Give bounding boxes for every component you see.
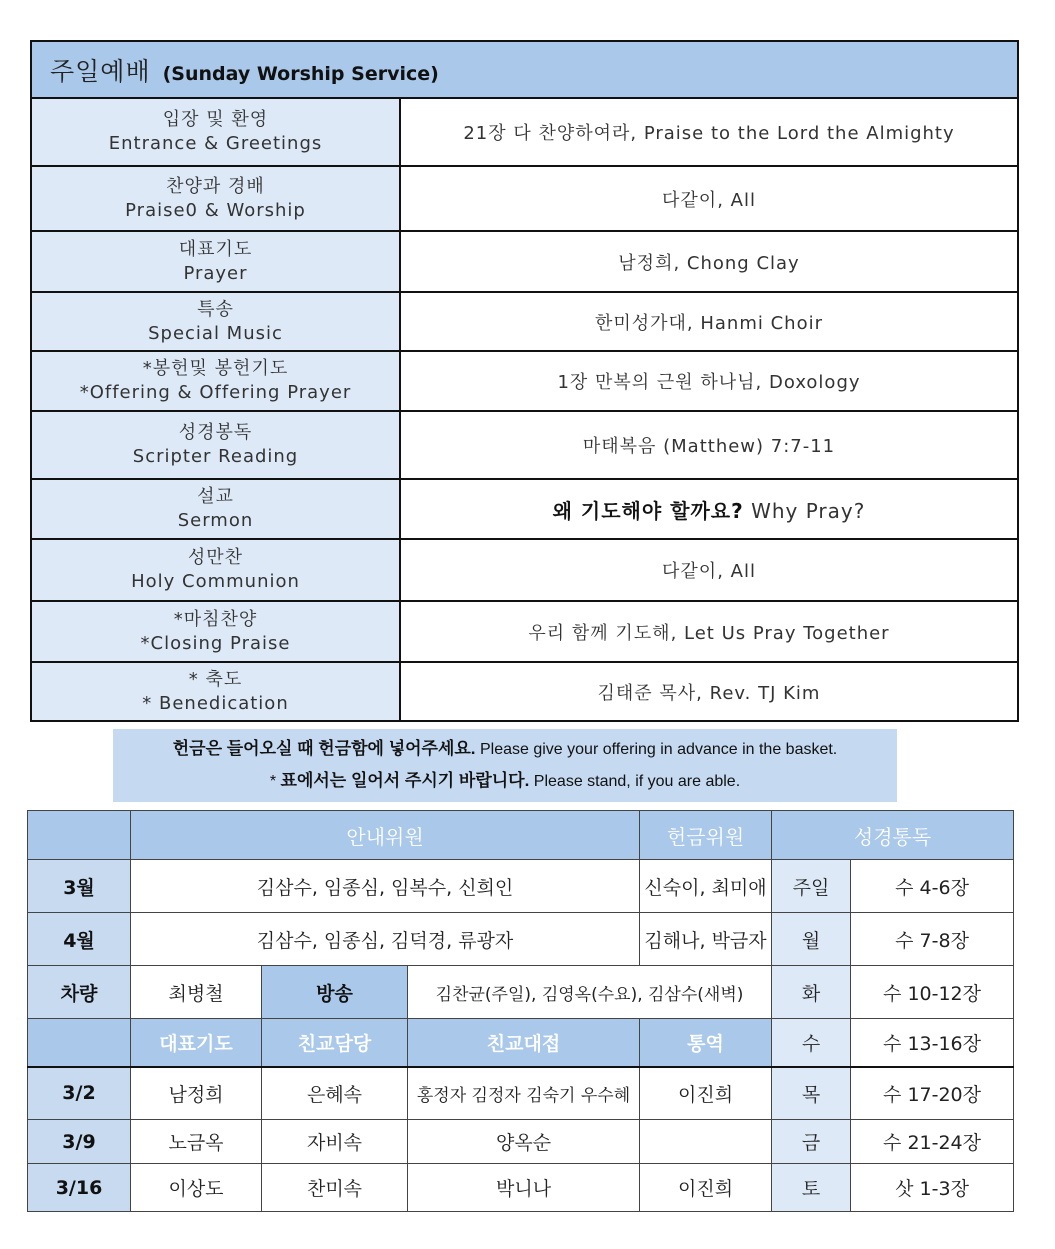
week-prayer: 이상도: [131, 1164, 262, 1212]
subheader-hosting: 친교대접: [408, 1019, 640, 1067]
broadcast-label: 방송: [262, 966, 408, 1019]
week-prayer: 노금옥: [131, 1120, 262, 1164]
reading-chapters: 수 7-8장: [851, 913, 1014, 966]
month-label: 4월: [28, 913, 131, 966]
vehicle-label: 차량: [28, 966, 131, 1019]
vehicle-name: 최병철: [131, 966, 262, 1019]
title-korean: 주일예배: [50, 56, 151, 86]
subheader-interpretation: 통역: [640, 1019, 772, 1067]
order-value-offering: 1장 만복의 근원 하나님, Doxology: [400, 351, 1018, 411]
order-label-closing: *마침찬양 *Closing Praise: [31, 601, 400, 662]
week-date: 3/9: [28, 1120, 131, 1164]
subheader-blank: [28, 1019, 131, 1067]
reading-chapters: 수 4-6장: [851, 860, 1014, 913]
order-value-benediction: 김태준 목사, Rev. TJ Kim: [400, 662, 1018, 721]
week-hosting: 양옥순: [408, 1120, 640, 1164]
order-label-special-music: 특송 Special Music: [31, 292, 400, 351]
week-hosting: 홍정자 김정자 김숙기 우수혜: [408, 1067, 640, 1120]
week-interpretation: [640, 1120, 772, 1164]
order-value-entrance: 21장 다 찬양하여라, Praise to the Lord the Almighty: [400, 98, 1018, 166]
week-fellowship: 찬미속: [262, 1164, 408, 1212]
reading-chapters: 수 21-24장: [851, 1120, 1014, 1164]
header-bible-reading: 성경통독: [772, 811, 1014, 860]
order-label-offering: *봉헌및 봉헌기도 *Offering & Offering Prayer: [31, 351, 400, 411]
week-interpretation: 이진희: [640, 1164, 772, 1212]
reading-day: 주일: [772, 860, 851, 913]
reading-chapters: 수 13-16장: [851, 1019, 1014, 1067]
reading-day: 월: [772, 913, 851, 966]
order-value-prayer: 남정희, Chong Clay: [400, 231, 1018, 292]
week-date: 3/2: [28, 1067, 131, 1120]
month-offering: 김해나, 박금자: [640, 913, 772, 966]
order-label-communion: 성만찬 Holy Communion: [31, 539, 400, 601]
week-date: 3/16: [28, 1164, 131, 1212]
order-value-scripture: 마태복음 (Matthew) 7:7-11: [400, 411, 1018, 479]
week-prayer: 남정희: [131, 1067, 262, 1120]
month-ushers: 김삼수, 임종심, 김덕경, 류광자: [131, 913, 640, 966]
order-label-scripture: 성경봉독 Scripter Reading: [31, 411, 400, 479]
week-interpretation: 이진희: [640, 1067, 772, 1120]
notice-line-stand: * 표에서는 일어서 주시기 바랍니다. Please stand, if you are able.: [269, 771, 741, 790]
header-offering: 헌금위원: [640, 811, 772, 860]
order-value-communion: 다같이, All: [400, 539, 1018, 601]
order-label-prayer: 대표기도 Prayer: [31, 231, 400, 292]
month-label: 3월: [28, 860, 131, 913]
reading-day: 목: [772, 1067, 851, 1120]
order-value-sermon: 왜 기도해야 할까요? Why Pray?: [400, 479, 1018, 539]
notice-line-offering: 헌금은 들어오실 때 헌금함에 넣어주세요. Please give your offering in advance in the basket.: [172, 739, 838, 758]
week-fellowship: 자비속: [262, 1120, 408, 1164]
order-label-praise: 찬양과 경배 Praise0 & Worship: [31, 166, 400, 231]
reading-chapters: 수 17-20장: [851, 1067, 1014, 1120]
order-label-sermon: 설교 Sermon: [31, 479, 400, 539]
reading-day: 수: [772, 1019, 851, 1067]
reading-chapters: 수 10-12장: [851, 966, 1014, 1019]
reading-day: 토: [772, 1164, 851, 1212]
worship-order-table: [30, 40, 1019, 722]
subheader-fellowship: 친교담당: [262, 1019, 408, 1067]
subheader-prayer: 대표기도: [131, 1019, 262, 1067]
order-value-praise: 다같이, All: [400, 166, 1018, 231]
header-blank: [28, 811, 131, 860]
order-label-entrance: 입장 및 환영 Entrance & Greetings: [31, 98, 400, 166]
reading-day: 금: [772, 1120, 851, 1164]
week-hosting: 박니나: [408, 1164, 640, 1212]
order-value-special-music: 한미성가대, Hanmi Choir: [400, 292, 1018, 351]
reading-chapters: 삿 1-3장: [851, 1164, 1014, 1212]
schedule-table: [27, 810, 1014, 1212]
broadcast-names: 김찬균(주일), 김영옥(수요), 김삼수(새벽): [408, 966, 772, 1019]
worship-title: [31, 41, 1018, 98]
reading-day: 화: [772, 966, 851, 1019]
title-english: (Sunday Worship Service): [162, 62, 439, 85]
notice-box: [113, 729, 897, 802]
month-offering: 신숙이, 최미애: [640, 860, 772, 913]
header-ushers: 안내위원: [131, 811, 640, 860]
month-ushers: 김삼수, 임종심, 임복수, 신희인: [131, 860, 640, 913]
order-value-closing: 우리 함께 기도해, Let Us Pray Together: [400, 601, 1018, 662]
week-fellowship: 은혜속: [262, 1067, 408, 1120]
order-label-benediction: * 축도 * Benedication: [31, 662, 400, 721]
